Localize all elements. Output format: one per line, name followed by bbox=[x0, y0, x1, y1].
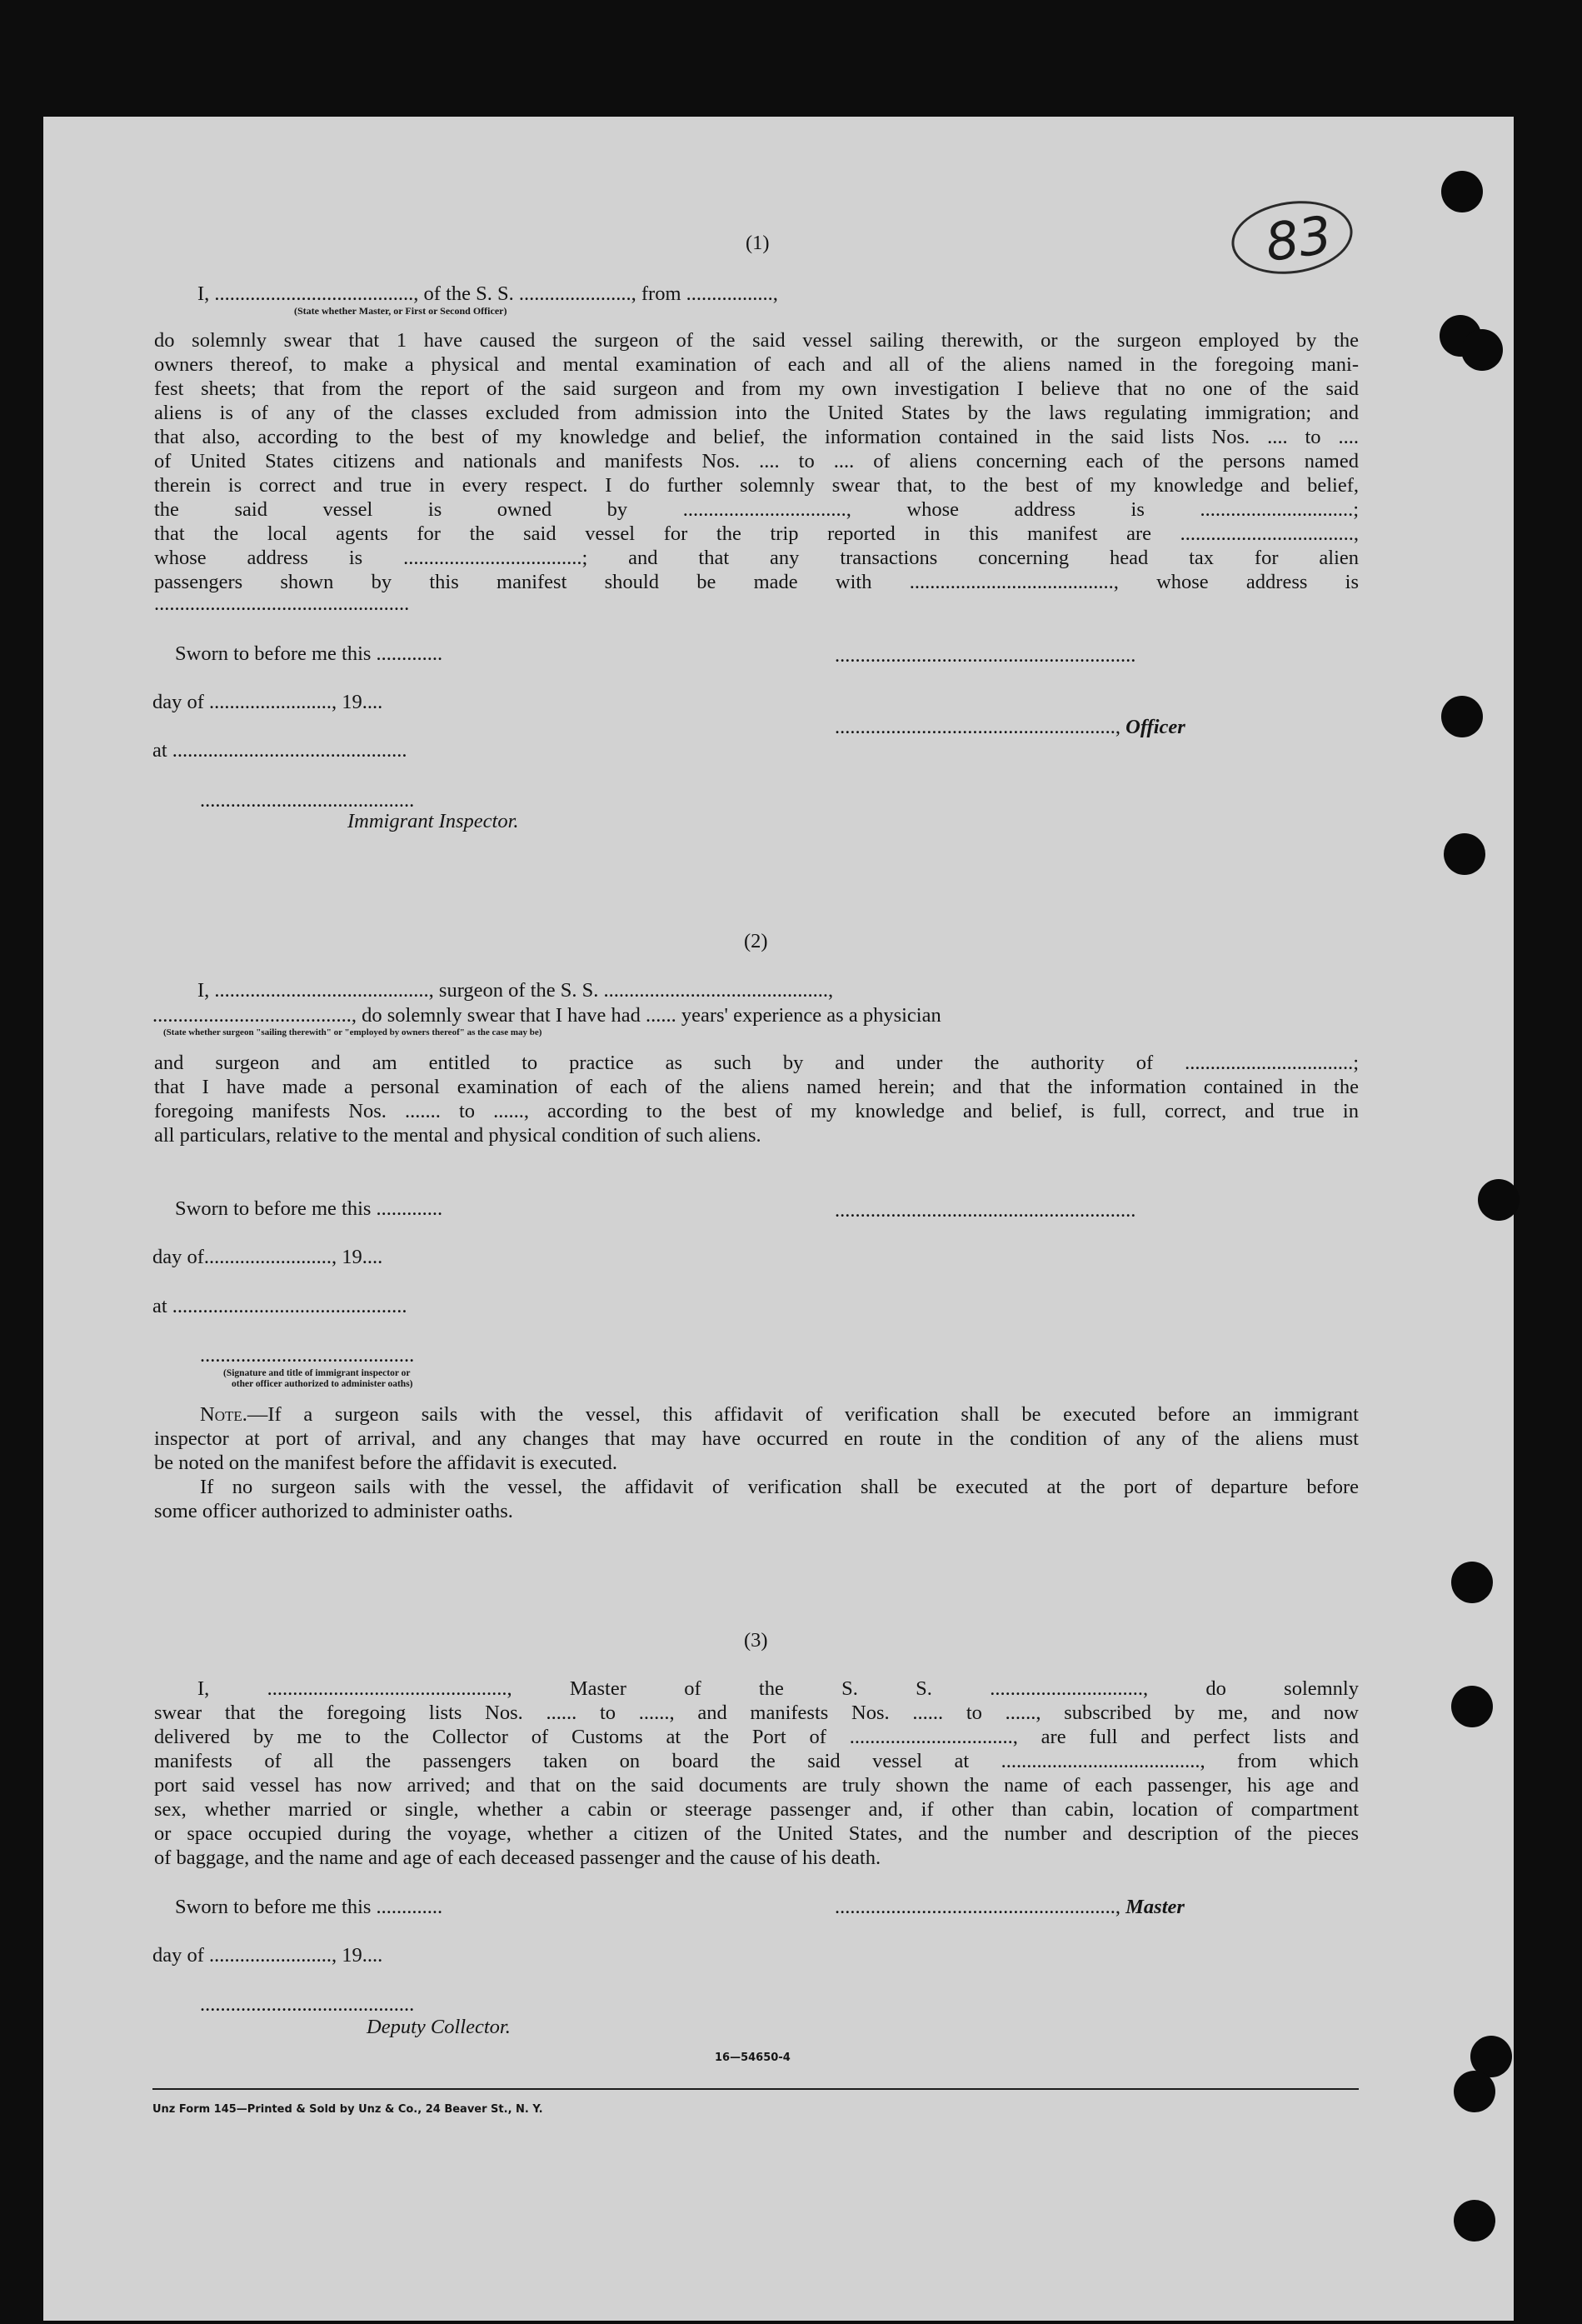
section-2-note-line: inspector at port of arrival, and any changes that may have occurred en route in the condition of any of the aliens must bbox=[154, 1427, 1359, 1450]
section-3-line: of baggage, and the name and age of each deceased passenger and the cause of his death. bbox=[154, 1847, 881, 1869]
section-3-line: I, ..............................................., Master of the S. S. .............................., do solemnly bbox=[197, 1677, 1359, 1700]
punch-hole bbox=[1451, 1562, 1493, 1603]
punch-hole bbox=[1478, 1179, 1520, 1221]
section-3-signature-line: .......................................... bbox=[200, 1993, 415, 2016]
section-2-note-label: Note. bbox=[200, 1403, 247, 1426]
section-1-line1: I, ......................................., of the S. S. ......................, from ................., bbox=[197, 282, 778, 305]
section-1-officer-line: ........................................................... bbox=[835, 644, 1136, 667]
section-2-note-line bbox=[200, 1402, 1359, 1427]
section-1-signature-line: .......................................... bbox=[200, 789, 415, 812]
section-3-day: day of ........................, 19.... bbox=[152, 1944, 383, 1967]
punch-hole bbox=[1461, 329, 1503, 371]
section-2-signature-note: other officer authorized to administer oaths) bbox=[232, 1379, 413, 1389]
section-3-line: sex, whether married or single, whether a cabin or steerage passenger and, if other than cabin, location of compartment bbox=[154, 1798, 1359, 1821]
section-2-right-line: ........................................................... bbox=[835, 1199, 1136, 1222]
section-3-signature-label: Deputy Collector. bbox=[367, 2016, 511, 2038]
section-2-sworn: Sworn to before me this ............. bbox=[175, 1197, 443, 1220]
footer-imprint: Unz Form 145—Printed & Sold by Unz & Co., 24 Beaver St., N. Y. bbox=[152, 2103, 543, 2116]
section-2-signature-note: (Signature and title of immigrant inspector or bbox=[223, 1368, 411, 1378]
section-1-signature-label: Immigrant Inspector. bbox=[347, 810, 519, 832]
section-3-sworn: Sworn to before me this ............. bbox=[175, 1896, 443, 1918]
section-2-line: all particulars, relative to the mental and physical condition of such aliens. bbox=[154, 1124, 761, 1147]
section-1-line: do solemnly swear that 1 have caused the surgeon of the said vessel sailing therewith, or the surgeon employed by the bbox=[154, 329, 1359, 352]
section-1-officer-label: Officer bbox=[1125, 716, 1185, 738]
section-1-line: of United States citizens and nationals and manifests Nos. .... to .... of aliens concerning each of the persons named bbox=[154, 450, 1359, 472]
section-2-note-line: If no surgeon sails with the vessel, the affidavit of verification shall be executed at the port of departure before bbox=[200, 1476, 1359, 1498]
section-2-signature-line: .......................................... bbox=[200, 1344, 415, 1367]
section-1-line: owners thereof, to make a physical and mental examination of each and all of the aliens named in the foregoing mani- bbox=[154, 353, 1359, 376]
section-3-line: manifests of all the passengers taken on board the said vessel at ......................................., from which bbox=[154, 1750, 1359, 1772]
section-3-number: (3) bbox=[744, 1629, 768, 1652]
punch-hole bbox=[1454, 2200, 1495, 2242]
section-1-officer-dots: ......................................................., bbox=[835, 716, 1126, 738]
section-1-officer-signature bbox=[835, 715, 1185, 739]
punch-hole bbox=[1451, 1686, 1493, 1727]
section-1-line: that also, according to the best of my knowledge and belief, the information contained in the said lists Nos. .... to .... bbox=[154, 426, 1359, 448]
section-3-line: delivered by me to the Collector of Customs at the Port of ................................, are full and perfect lists and bbox=[154, 1726, 1359, 1748]
section-2-line1: I, .........................................., surgeon of the S. S. ............................................, bbox=[197, 979, 834, 1002]
section-2-number: (2) bbox=[744, 930, 768, 952]
section-2-line: that I have made a personal examination of each of the aliens named herein; and that the information contained in the bbox=[154, 1076, 1359, 1098]
punch-hole bbox=[1444, 833, 1485, 875]
section-3-line: port said vessel has now arrived; and that on the said documents are truly shown the name of each passenger, his age and bbox=[154, 1774, 1359, 1797]
footer-rule bbox=[152, 2088, 1359, 2090]
section-2-day: day of........................., 19.... bbox=[152, 1246, 383, 1268]
section-1-day: day of ........................, 19.... bbox=[152, 691, 383, 713]
form-code: 16—54650-4 bbox=[715, 2052, 791, 2064]
section-3-master-label: Master bbox=[1125, 1896, 1185, 1918]
handwritten-page-number: 83 bbox=[1227, 193, 1358, 281]
section-1-line1-note: (State whether Master, or First or Second Officer) bbox=[294, 305, 507, 317]
section-1-line: passengers shown by this manifest should be made with ........................................, whose address is bbox=[154, 571, 1359, 593]
section-1-at: at .............................................. bbox=[152, 739, 407, 762]
punch-hole bbox=[1454, 2071, 1495, 2112]
section-2-line2: ......................................., do solemnly swear that I have had ...... years' experience as a physician bbox=[152, 1004, 941, 1027]
section-3-master-dots: ......................................................., bbox=[835, 1896, 1126, 1918]
section-1-line: that the local agents for the said vessel for the trip reported in this manifest are .................................., bbox=[154, 522, 1359, 545]
section-1-number: (1) bbox=[746, 232, 770, 254]
section-1-line: .................................................. bbox=[154, 592, 410, 615]
section-3-line: swear that the foregoing lists Nos. ...... to ......, and manifests Nos. ...... to ......, subscribed by me, and now bbox=[154, 1702, 1359, 1724]
section-2-note-line: be noted on the manifest before the affidavit is executed. bbox=[154, 1452, 618, 1474]
section-2-at: at .............................................. bbox=[152, 1295, 407, 1317]
section-1-sworn: Sworn to before me this ............. bbox=[175, 642, 443, 665]
section-2-line2-note: (State whether surgeon "sailing therewith" or "employed by owners thereof" as the case may be) bbox=[163, 1027, 542, 1037]
section-2-note-line: some officer authorized to administer oaths. bbox=[154, 1500, 513, 1522]
punch-hole bbox=[1441, 696, 1483, 737]
section-1-line: fest sheets; that from the report of the said surgeon and from my own investigation I believe that no one of the said bbox=[154, 377, 1359, 400]
section-2-note-text: —If a surgeon sails with the vessel, this affidavit of verification shall be executed before an immigrant bbox=[247, 1403, 1359, 1426]
section-3-master-signature bbox=[835, 1895, 1185, 1919]
section-2-line: and surgeon and am entitled to practice as such by and under the authority of .................................; bbox=[154, 1052, 1359, 1074]
section-1-line: whose address is ...................................; and that any transactions concerning head tax for alien bbox=[154, 547, 1359, 569]
section-3-line: or space occupied during the voyage, whether a citizen of the United States, and the number and description of the pieces bbox=[154, 1822, 1359, 1845]
punch-hole bbox=[1441, 171, 1483, 212]
section-1-line: aliens is of any of the classes excluded from admission into the United States by the laws regulating immigration; and bbox=[154, 402, 1359, 424]
section-1-line: the said vessel is owned by ................................, whose address is ..............................; bbox=[154, 498, 1359, 521]
section-2-line: foregoing manifests Nos. ....... to ......, according to the best of my knowledge and belief, is full, correct, and true in bbox=[154, 1100, 1359, 1122]
section-1-line: therein is correct and true in every respect. I do further solemnly swear that, to the best of my knowledge and belief, bbox=[154, 474, 1359, 497]
